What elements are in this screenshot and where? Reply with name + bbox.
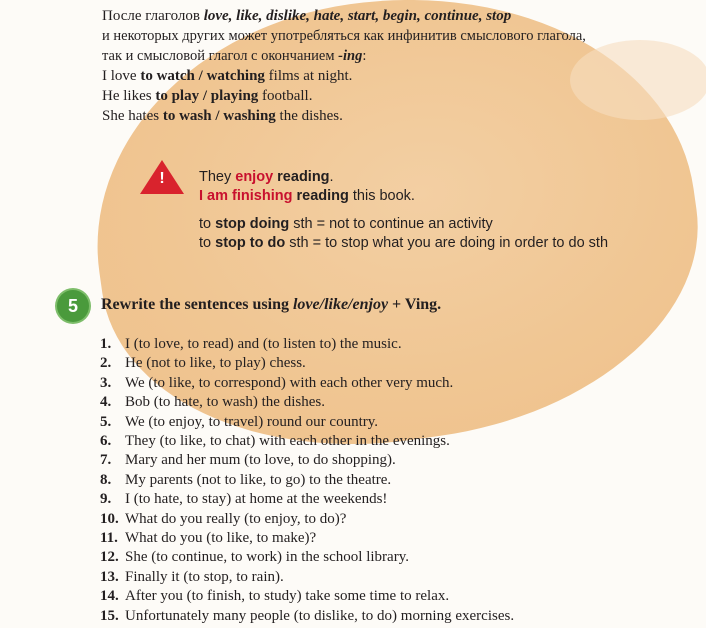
item-number: 7. (100, 452, 112, 469)
item-text: Finally it (to stop, to rain). (125, 568, 284, 585)
item-text: We (to enjoy, to travel) round our country. (125, 413, 379, 430)
rule-verbs: love, like, dislike, hate, start, begin, continue, stop (203, 8, 512, 24)
exercise-item (100, 451, 700, 470)
exercise-item (100, 548, 700, 567)
item-text: They (to like, to chat) with each other in the evenings. (125, 433, 450, 450)
instruction-text: Rewrite the sentences using (101, 296, 293, 313)
item-text: He (not to like, to play) chess. (125, 355, 306, 372)
example-gerund: playing (210, 88, 259, 104)
item-number: 2. (100, 355, 112, 372)
note-text-span: to (199, 216, 216, 232)
example-text: I love (102, 68, 141, 84)
note-bold: reading (273, 169, 330, 185)
exercise-header (57, 290, 697, 322)
exercise-item (100, 471, 700, 490)
rule-text: : (362, 48, 367, 64)
rule-text: так и смысловой глагол с окончанием (102, 48, 339, 64)
warning-mark: ! (159, 170, 165, 187)
exercise-list (100, 335, 700, 626)
note-line-3 (199, 215, 608, 234)
rule-line-2: и некоторых других может употребляться как инфинитив смыслового глагола, (102, 28, 586, 44)
rule-line-1 (102, 6, 702, 26)
item-text: We (to like, to correspond) with each other very much. (125, 374, 454, 391)
exercise-item (100, 354, 700, 373)
rule-example-3 (102, 106, 702, 126)
example-infinitive: to watch (140, 68, 195, 84)
note-line-1 (199, 168, 608, 187)
example-gerund: watching (206, 68, 265, 84)
note-text-span: sth = not to continue an activity (289, 216, 493, 232)
rule-ing-suffix: -ing (338, 48, 363, 64)
note-line-2 (199, 187, 608, 206)
exercise-item (100, 393, 700, 412)
item-text: Unfortunately many people (to dislike, to do) morning exercises. (125, 607, 515, 624)
exercise-item (100, 529, 700, 548)
item-text: I (to hate, to stay) at home at the weekends! (125, 491, 388, 508)
rule-example-1 (102, 66, 702, 86)
exercise-item (100, 335, 700, 354)
exercise-instruction (101, 296, 441, 314)
exercise-item (100, 587, 700, 606)
example-text: He likes (102, 88, 156, 104)
item-text: What do you really (to enjoy, to do)? (125, 510, 347, 527)
example-infinitive: to play (155, 88, 200, 104)
instruction-text: + Ving. (388, 296, 442, 313)
item-number: 5. (100, 413, 112, 430)
item-number: 15. (100, 607, 119, 624)
note-text-span: . (329, 169, 334, 185)
item-text: She (to continue, to work) in the school library. (125, 549, 409, 566)
note-bold: stop doing (215, 216, 290, 232)
example-separator: / (199, 88, 211, 104)
item-number: 1. (100, 336, 112, 352)
note-text (199, 168, 608, 253)
example-infinitive: to wash (162, 108, 212, 124)
note-bold: stop to do (215, 235, 286, 251)
example-text: films at night. (264, 68, 353, 84)
example-gerund: washing (223, 108, 276, 124)
exercise-item (100, 374, 700, 393)
item-number: 12. (100, 549, 119, 566)
rule-line-3 (102, 46, 702, 66)
item-number: 14. (100, 588, 119, 605)
exercise-item (100, 413, 700, 432)
note-line-4 (199, 234, 608, 253)
example-text: the dishes. (275, 108, 343, 124)
grammar-rule (102, 6, 702, 126)
example-separator: / (194, 68, 207, 84)
item-text: Mary and her mum (to love, to do shopping). (125, 452, 396, 469)
item-number: 3. (100, 374, 112, 391)
exercise-item (100, 607, 700, 626)
note-text-span: sth = to stop what you are doing in order to do sth (285, 235, 609, 251)
instruction-italic: love/like/enjoy (292, 296, 389, 313)
note-text-span: They (199, 169, 236, 185)
item-text: I (to love, to read) and (to listen to) the music. (125, 336, 402, 352)
example-text: football. (258, 88, 313, 104)
exercise-item (100, 432, 700, 451)
rule-text: После глаголов (102, 8, 204, 24)
note-bold: reading (292, 188, 349, 204)
exercise-item (100, 510, 700, 529)
exercise-item (100, 568, 700, 587)
item-number: 9. (100, 491, 112, 508)
item-number: 4. (100, 394, 112, 411)
exercise-number-badge: 5 (57, 290, 89, 322)
item-text: My parents (not to like, to go) to the theatre. (125, 471, 392, 488)
item-number: 6. (100, 433, 112, 450)
item-number: 13. (100, 568, 119, 585)
item-number: 11. (100, 530, 118, 547)
example-text: She hates (102, 108, 163, 124)
item-text: What do you (to like, to make)? (125, 530, 317, 547)
note-text-span: this book. (348, 188, 415, 204)
item-number: 8. (100, 471, 112, 488)
example-separator: / (211, 108, 224, 124)
item-text: After you (to finish, to study) take some time to relax. (125, 588, 450, 605)
note-text-span: to (199, 235, 216, 251)
exercise-item (100, 490, 700, 509)
rule-example-2 (102, 86, 702, 106)
item-text: Bob (to hate, to wash) the dishes. (125, 394, 325, 411)
note-highlight: enjoy (235, 169, 274, 185)
item-number: 10. (100, 510, 119, 527)
note-highlight: I am finishing (199, 188, 293, 204)
